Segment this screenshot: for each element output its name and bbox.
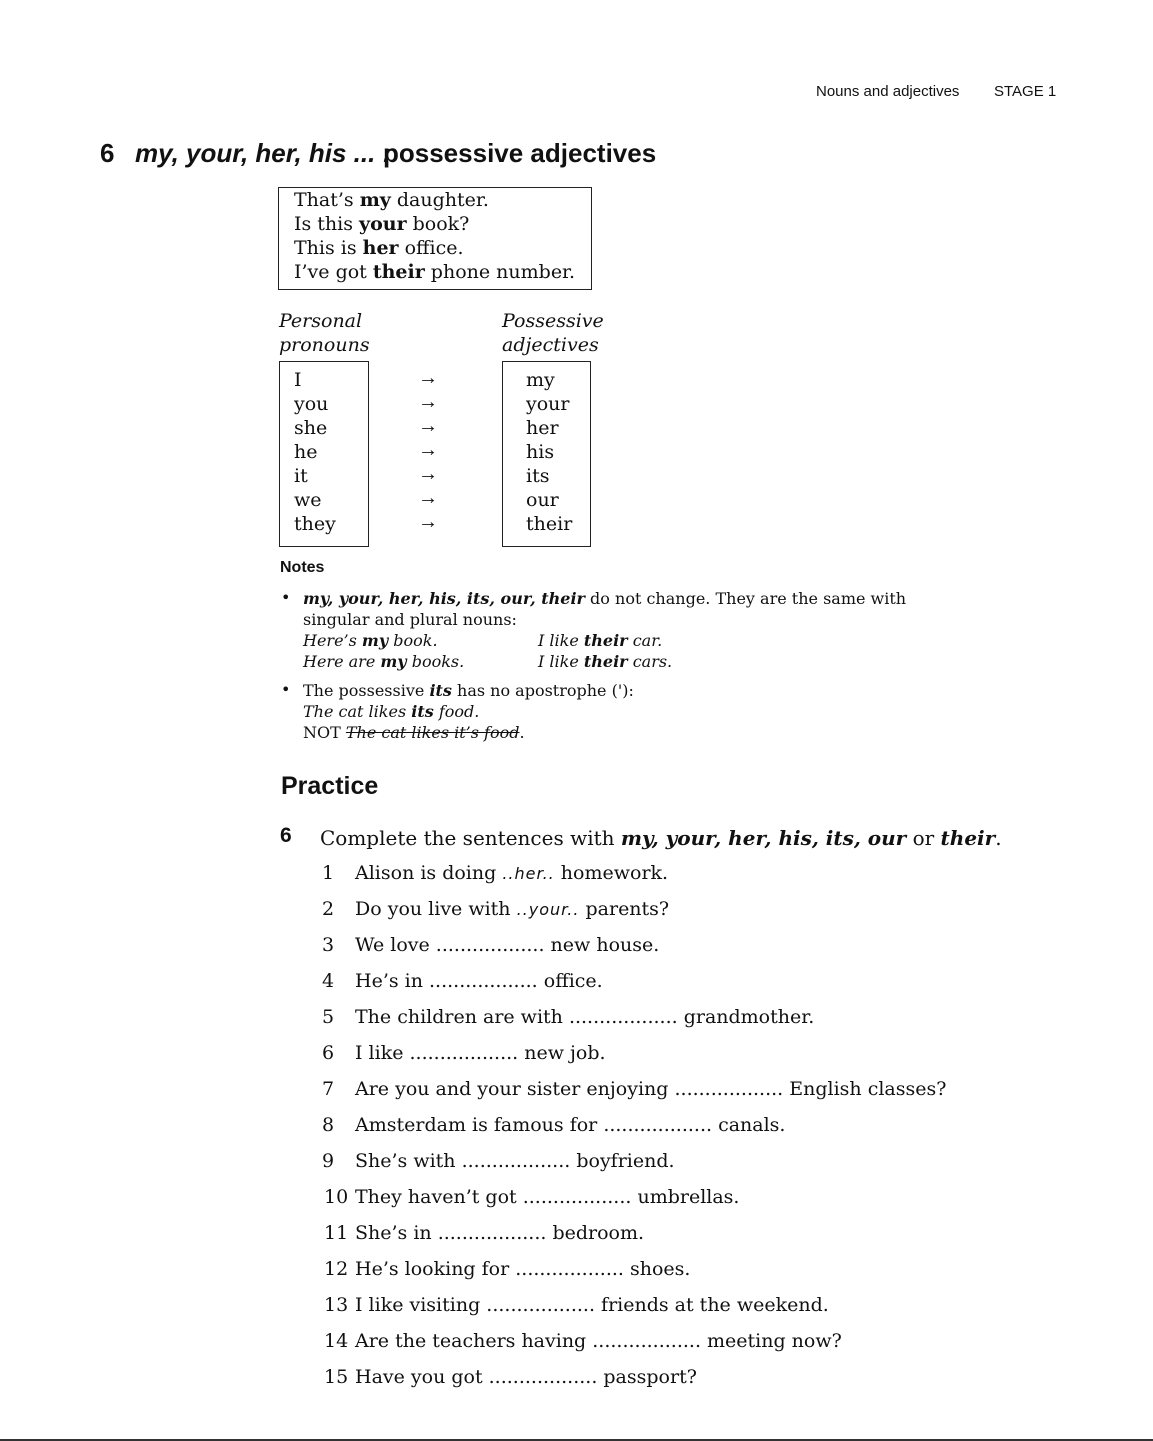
unit-title-text: possessive adjectives bbox=[383, 138, 657, 168]
question-number: 2 bbox=[322, 898, 335, 920]
note-1-line-2: singular and plural nouns: bbox=[303, 610, 517, 629]
question-text: He’s in .................. office. bbox=[355, 970, 603, 992]
pronoun-cell: she bbox=[294, 417, 328, 439]
answer-blank[interactable]: ..her.. bbox=[502, 864, 555, 883]
pronoun-cell: they bbox=[294, 513, 336, 535]
right-arrow-icon: → bbox=[418, 415, 438, 437]
answer-blank[interactable]: .................. bbox=[461, 1150, 571, 1172]
example-box bbox=[278, 187, 592, 290]
note-2-wrong-example: NOT The cat likes it’s food. bbox=[303, 723, 525, 742]
question-number: 9 bbox=[322, 1150, 335, 1172]
pronoun-cell: he bbox=[294, 441, 318, 463]
question-text: They haven’t got .................. umbrellas. bbox=[355, 1186, 740, 1208]
unit-number: 6 bbox=[100, 138, 115, 168]
note-1-example: I like their car. bbox=[538, 631, 663, 650]
question-text: She’s in .................. bedroom. bbox=[355, 1222, 645, 1244]
adjective-cell: her bbox=[526, 417, 559, 439]
question-text: Do you live with ..your.. parents? bbox=[355, 898, 670, 920]
note-1-line-1: my, your, her, his, its, our, their do not change. They are the same with bbox=[303, 589, 907, 608]
question-text: Are the teachers having .................. meeting now? bbox=[355, 1330, 842, 1352]
exercise-number: 6 bbox=[280, 824, 292, 847]
question-number: 3 bbox=[322, 934, 335, 956]
question-text: The children are with .................. grandmother. bbox=[355, 1006, 815, 1028]
note-2-line-1: The possessive its has no apostrophe ('): bbox=[303, 681, 634, 700]
pronoun-cell: you bbox=[294, 393, 329, 415]
note-1-example: I like their cars. bbox=[538, 652, 673, 671]
answer-blank[interactable]: .................. bbox=[486, 1294, 596, 1316]
example-line: I’ve got their phone number. bbox=[294, 261, 576, 283]
answer-blank[interactable]: .................. bbox=[435, 934, 545, 956]
question-text: I like visiting .................. friends at the weekend. bbox=[355, 1294, 829, 1316]
answer-blank[interactable]: ..your.. bbox=[516, 900, 580, 919]
bullet-icon: • bbox=[281, 588, 291, 607]
answer-blank[interactable]: .................. bbox=[437, 1222, 547, 1244]
practice-title: Practice bbox=[281, 772, 379, 800]
question-text: Amsterdam is famous for .................. canals. bbox=[355, 1114, 786, 1136]
note-1-example: Here’s my book. bbox=[303, 631, 438, 650]
answer-blank[interactable]: .................. bbox=[429, 970, 538, 992]
answer-blank[interactable]: .................. bbox=[409, 1042, 519, 1064]
answer-blank[interactable]: .................. bbox=[568, 1006, 678, 1028]
answer-blank[interactable]: .................. bbox=[488, 1366, 598, 1388]
question-text: He’s looking for .................. shoes. bbox=[355, 1258, 691, 1280]
question-text: Alison is doing ..her.. homework. bbox=[355, 862, 669, 884]
exercise-instruction: Complete the sentences with my, your, her, his, its, our or their. bbox=[320, 826, 1002, 850]
question-number: 11 bbox=[324, 1222, 349, 1244]
adjective-cell: your bbox=[526, 393, 570, 415]
question-number: 4 bbox=[322, 970, 335, 992]
header-section: Nouns and adjectives bbox=[816, 83, 960, 100]
adjective-cell: my bbox=[526, 369, 555, 391]
pronoun-cell: I bbox=[294, 369, 302, 391]
question-text: She’s with .................. boyfriend. bbox=[355, 1150, 675, 1172]
personal-pronouns-heading: Personal pronouns bbox=[279, 310, 370, 356]
question-number: 7 bbox=[322, 1078, 335, 1100]
answer-blank[interactable]: .................. bbox=[674, 1078, 784, 1100]
question-number: 10 bbox=[324, 1186, 349, 1208]
question-text: Are you and your sister enjoying .................. English classes? bbox=[355, 1078, 947, 1100]
notes-title: Notes bbox=[280, 559, 325, 576]
question-number: 5 bbox=[322, 1006, 335, 1028]
header-stage: STAGE 1 bbox=[994, 83, 1057, 100]
right-arrow-icon: → bbox=[418, 511, 438, 533]
note-2-example: The cat likes its food. bbox=[303, 702, 480, 721]
adjective-cell: its bbox=[526, 465, 550, 487]
pronoun-cell: it bbox=[294, 465, 308, 487]
example-line: Is this your book? bbox=[294, 213, 470, 235]
example-line: This is her office. bbox=[294, 237, 464, 259]
running-header bbox=[816, 83, 1057, 100]
unit-title-italic: my, your, her, his ... : bbox=[135, 138, 392, 168]
question-number: 12 bbox=[324, 1258, 349, 1280]
question-text: I like .................. new job. bbox=[355, 1042, 606, 1064]
question-number: 14 bbox=[324, 1330, 349, 1352]
answer-blank[interactable]: .................. bbox=[592, 1330, 701, 1352]
bullet-icon: • bbox=[281, 680, 291, 699]
note-1-example: Here are my books. bbox=[303, 652, 465, 671]
right-arrow-icon: → bbox=[418, 463, 438, 485]
question-number: 8 bbox=[322, 1114, 335, 1136]
question-text: Have you got .................. passport? bbox=[355, 1366, 697, 1388]
question-text: We love .................. new house. bbox=[355, 934, 660, 956]
right-arrow-icon: → bbox=[418, 487, 438, 509]
right-arrow-icon: → bbox=[418, 391, 438, 413]
adjective-cell: their bbox=[526, 513, 573, 535]
possessive-adjectives-heading: Possessive adjectives bbox=[502, 310, 604, 356]
right-arrow-icon: → bbox=[418, 367, 438, 389]
adjective-cell: our bbox=[526, 489, 559, 511]
pronoun-cell: we bbox=[294, 489, 322, 511]
right-arrow-icon: → bbox=[418, 439, 438, 461]
answer-blank[interactable]: .................. bbox=[603, 1114, 713, 1136]
question-number: 1 bbox=[322, 862, 335, 884]
question-number: 13 bbox=[324, 1294, 349, 1316]
question-number: 6 bbox=[322, 1042, 335, 1064]
question-number: 15 bbox=[324, 1366, 349, 1388]
adjective-cell: his bbox=[526, 441, 555, 463]
answer-blank[interactable]: .................. bbox=[515, 1258, 624, 1280]
example-line: That’s my daughter. bbox=[294, 189, 489, 211]
answer-blank[interactable]: .................. bbox=[522, 1186, 632, 1208]
